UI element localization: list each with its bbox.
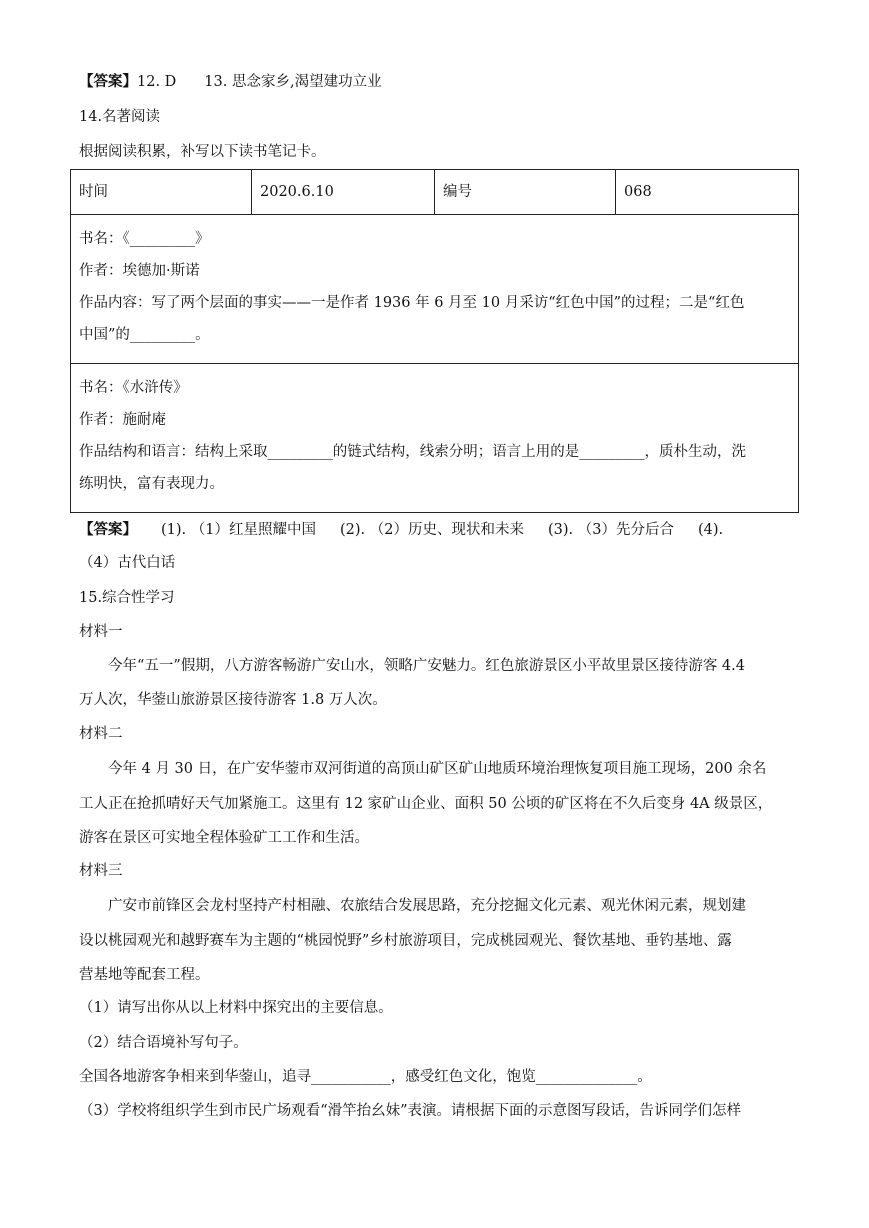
book2-author: 作者：施耐庵 xyxy=(79,412,166,428)
book2-title: 书名：《水浒传》 xyxy=(79,380,188,396)
material-3-line-2: 设以桃园观光和越野赛车为主题的“桃园悦野”乡村旅游项目，完成桃园观光、餐饮基地、垂钓基地、露 xyxy=(79,933,732,949)
answer-12: 12. D xyxy=(137,74,177,90)
book2-section xyxy=(71,364,799,513)
q15-part-3: （3）学校将组织学生到市民广场观看“滑竿抬幺妹”表演。请根据下面的示意图写段话，告诉同学们怎样 xyxy=(79,1103,742,1119)
answer-13: 13. 思念家乡,渴望建功立业 xyxy=(204,74,382,90)
number-label: 编号 xyxy=(435,170,616,215)
material-1-title: 材料一 xyxy=(79,624,123,640)
q14-title: 14.名著阅读 xyxy=(79,109,161,125)
q14-answer-2: (2). （2）历史、现状和未来 xyxy=(339,522,524,538)
material-2-line-2: 工人正在抢抓晴好天气加紧施工。这里有 12 家矿山企业、面积 50 公顷的矿区将在不久后变身 4A 级景区， xyxy=(79,796,773,812)
book1-content-1: 作品内容：写了两个层面的事实——一是作者 1936 年 6 月至 10 月采访“红色中国”的过程；二是“红色 xyxy=(79,295,745,311)
q15-part-2: （2）结合语境补写句子。 xyxy=(79,1035,248,1051)
q14-answer-4: (4). xyxy=(697,522,724,538)
material-1-line-2: 万人次，华蓥山旅游景区接待游客 1.8 万人次。 xyxy=(79,692,387,708)
book2-content-1: 作品结构和语言：结构上采取_________的链式结构，线索分明；语言上用的是_________，质朴生动，洗 xyxy=(79,444,746,460)
time-label: 时间 xyxy=(71,170,252,215)
q14-answer-3: (3). （3）先分后合 xyxy=(547,522,674,538)
book1-author: 作者：埃德加·斯诺 xyxy=(79,263,200,279)
material-3-line-3: 营基地等配套工程。 xyxy=(79,967,210,983)
book1-title: 书名：《_________》 xyxy=(79,231,210,247)
number-value: 068 xyxy=(616,170,799,215)
q15-part-1: （1）请写出你从以上材料中探究出的主要信息。 xyxy=(79,1000,393,1016)
material-1-line-1: 今年“五一”假期，八方游客畅游广安山水，领略广安魅力。红色旅游景区小平故里景区接待游客 4.4 xyxy=(108,658,745,674)
q14-answer xyxy=(79,520,723,540)
q14-answer-1: (1). （1）红星照耀中国 xyxy=(161,522,316,538)
answer-12-13 xyxy=(79,72,382,92)
book2-content-2: 练明快，富有表现力。 xyxy=(79,476,224,492)
q15-part-2-sentence: 全国各地游客争相来到华蓥山，追寻___________，感受红色文化，饱览______________。 xyxy=(79,1069,652,1085)
material-2-line-1: 今年 4 月 30 日，在广安华蓥市双河街道的高顶山矿区矿山地质环境治理恢复项目施工现场，200 余名 xyxy=(108,761,767,777)
time-value: 2020.6.10 xyxy=(252,170,435,215)
q14-answer-4-cont: （4）古代白话 xyxy=(79,555,176,571)
book1-section xyxy=(71,215,799,364)
answer-label: 【答案】 xyxy=(79,73,137,90)
q14-answer-label: 【答案】 xyxy=(79,521,137,538)
material-3-title: 材料三 xyxy=(79,863,123,879)
q14-instruction: 根据阅读积累，补写以下读书笔记卡。 xyxy=(79,144,326,160)
material-2-title: 材料二 xyxy=(79,726,123,742)
material-2-line-3: 游客在景区可实地全程体验矿工工作和生活。 xyxy=(79,830,369,846)
reading-note-card xyxy=(70,169,799,513)
book1-content-2: 中国”的_________。 xyxy=(79,327,210,343)
material-3-line-1: 广安市前锋区会龙村坚持产村相融、农旅结合发展思路，充分挖掘文化元素、观光休闲元素，规划建 xyxy=(108,898,746,914)
q15-title: 15.综合性学习 xyxy=(79,590,175,606)
